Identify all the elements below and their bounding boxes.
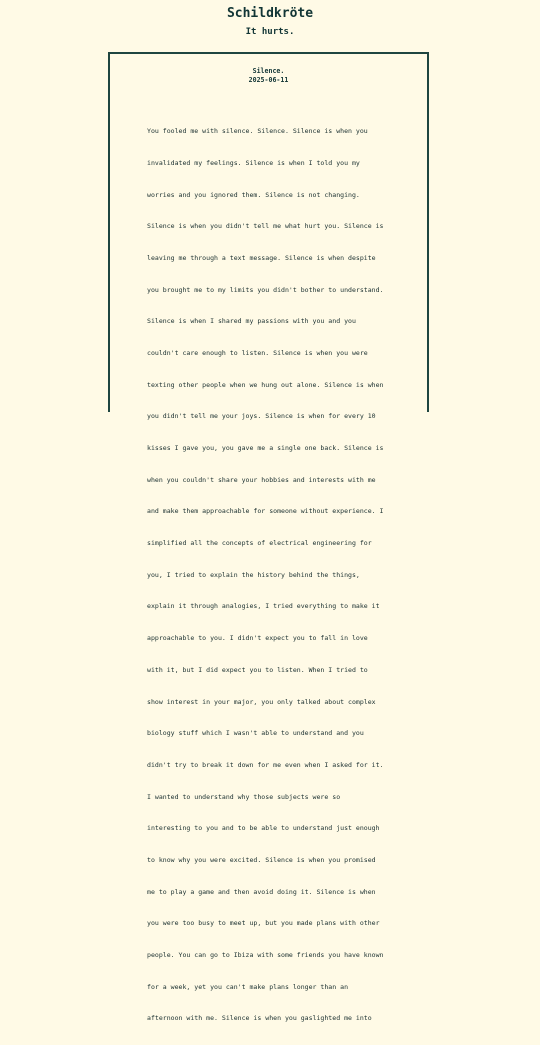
- post-body-line: to know why you were excited. Silence is when you promised: [147, 855, 376, 864]
- post-card: [108, 52, 429, 1023]
- post-body-line: Silence is when you didn't tell me what hurt you. Silence is: [147, 222, 384, 231]
- post-body-line: approachable to you. I didn't expect you to fall in love: [147, 634, 368, 643]
- site-title: Schildkröte: [226, 6, 314, 21]
- post-body-line: people. You can go to Ibiza with some friends you have known: [147, 951, 384, 959]
- post-body-line: invalidated my feelings. Silence is when I told you my: [147, 158, 360, 167]
- post-body-line: biology stuff which I wasn't able to understand and you: [147, 729, 364, 738]
- post-body-line: leaving me through a text message. Silence is when despite: [147, 253, 376, 262]
- post-body-line: worries and you ignored them. Silence is not changing.: [147, 190, 360, 199]
- post-body-line: you brought me to my limits you didn't bother to understand.: [147, 285, 384, 294]
- post-body-line: interesting to you and to be able to understand just enough: [147, 824, 380, 833]
- post-body-line: with it, but I did expect you to listen. When I tried to: [147, 665, 368, 674]
- post-date: 2025-06-11: [248, 76, 289, 84]
- post-body-line: couldn't care enough to listen. Silence is when you were: [147, 348, 368, 357]
- post-body-line: you, I tried to explain the history behind the things,: [147, 570, 360, 579]
- site-subtitle: It hurts.: [245, 27, 295, 37]
- post-body-line: you were too busy to meet up, but you made plans with other: [147, 919, 380, 928]
- post-body-line: afternoon with me. Silence is when you gaslighted me into: [147, 1014, 372, 1023]
- post-body-line: texting other people when we hung out alone. Silence is when: [147, 380, 384, 389]
- post-body: [147, 105, 391, 1045]
- post-body-line: when you couldn't share your hobbies and interests with me: [147, 475, 376, 484]
- post-body-line: didn't try to break it down for me even when I asked for it.: [147, 760, 384, 769]
- post-title: Silence.: [252, 67, 285, 75]
- post-body-line: and make them approachable for someone without experience. I: [147, 507, 384, 516]
- post-body-line: explain it through analogies, I tried everything to make it: [147, 602, 380, 611]
- post-body-line: simplified all the concepts of electrical engineering for: [147, 539, 372, 548]
- post-body-line: me to play a game and then avoid doing it. Silence is when: [147, 887, 376, 896]
- post-body-line: You fooled me with silence. Silence. Silence is when you: [147, 127, 368, 136]
- post-body-line: for a week, yet you can't make plans longer than an: [147, 982, 349, 991]
- post-body-line: Silence is when I shared my passions with you and you: [147, 317, 356, 326]
- post-body-line: you didn't tell me your joys. Silence is when for every 10: [147, 412, 376, 421]
- post-body-line: I wanted to understand why those subjects were so: [147, 792, 341, 801]
- post-body-line: kisses I gave you, you gave me a single one back. Silence is: [147, 444, 384, 452]
- post-body-line: show interest in your major, you only talked about complex: [147, 697, 376, 706]
